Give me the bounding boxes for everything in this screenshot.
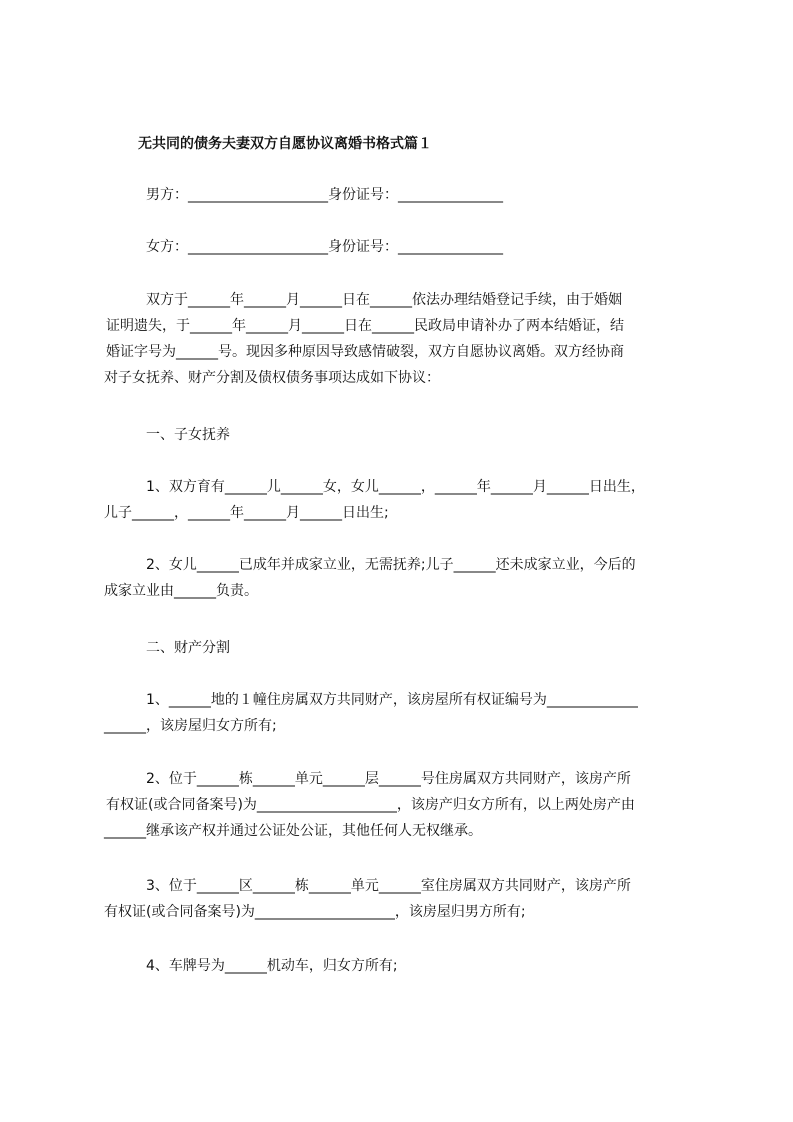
- clause-2-3-line-1: 3、位于______区______栋______单元______室住房属双方共同财产，该房产所: [146, 878, 631, 894]
- clause-2-1-line-1: 1、______地的１幢住房属双方共同财产，该房屋所有权证编号为_____________: [146, 692, 638, 708]
- male-party-line: 男方：____________________身份证号：_______________: [146, 187, 503, 203]
- clause-1-2: [104, 552, 704, 604]
- clause-2-3: [104, 873, 704, 925]
- section-heading-children: 一、子女抚养: [146, 427, 230, 443]
- intro-line-1: 双方于______年______月______日在______依法办理结婚登记手续，由于婚姻: [146, 292, 622, 308]
- intro-line-2: 证明遗失，于______年______月______日在______民政局申请补办了两本结婚证，结: [106, 318, 624, 334]
- clause-2-2-line-3: ______继承该产权并通过公证处公证，其他任何人无权继承。: [104, 823, 482, 839]
- clause-1-1-line-2: 儿子______，______年______月______日出生;: [104, 505, 389, 521]
- intro-line-4: 对子女抚养、财产分割及债权债务事项达成如下协议：: [104, 370, 440, 386]
- clause-1-2-line-2: 成家立业由______负责。: [104, 583, 258, 599]
- clause-1-1-line-1: 1、双方育有______儿______女，女儿______，______年______月______日出生，: [146, 479, 645, 495]
- section-heading-property: 二、财产分割: [146, 640, 230, 656]
- intro-paragraph: [104, 287, 704, 391]
- clause-2-2: [104, 766, 704, 844]
- clause-2-2-line-1: 2、位于______栋______单元______层______号住房属双方共同财产，该房产所: [146, 771, 631, 787]
- clause-2-1: [104, 687, 704, 739]
- clause-2-3-line-2: 有权证(或合同备案号)为____________________，该房屋归男方所有;: [104, 904, 526, 920]
- clause-2-1-line-2: ______，该房屋归女方所有;: [104, 718, 277, 734]
- clause-2-2-line-2: 有权证(或合同备案号)为____________________，该房产归女方所有，以上两处房产由: [106, 797, 635, 813]
- clause-2-4-line-1: 4、车牌号为______机动车，归女方所有;: [146, 958, 398, 974]
- document-title: 无共同的债务夫妻双方自愿协议离婚书格式篇１: [138, 136, 432, 152]
- clause-2-4: [104, 953, 704, 979]
- clause-1-1: [104, 474, 704, 526]
- intro-line-3: 婚证字号为______号。现因多种原因导致感情破裂，双方自愿协议离婚。双方经协商: [106, 344, 624, 360]
- clause-1-2-line-1: 2、女儿______已成年并成家立业，无需抚养;儿子______还未成家立业，今后的: [146, 557, 636, 573]
- female-party-line: 女方：____________________身份证号：_______________: [146, 239, 503, 255]
